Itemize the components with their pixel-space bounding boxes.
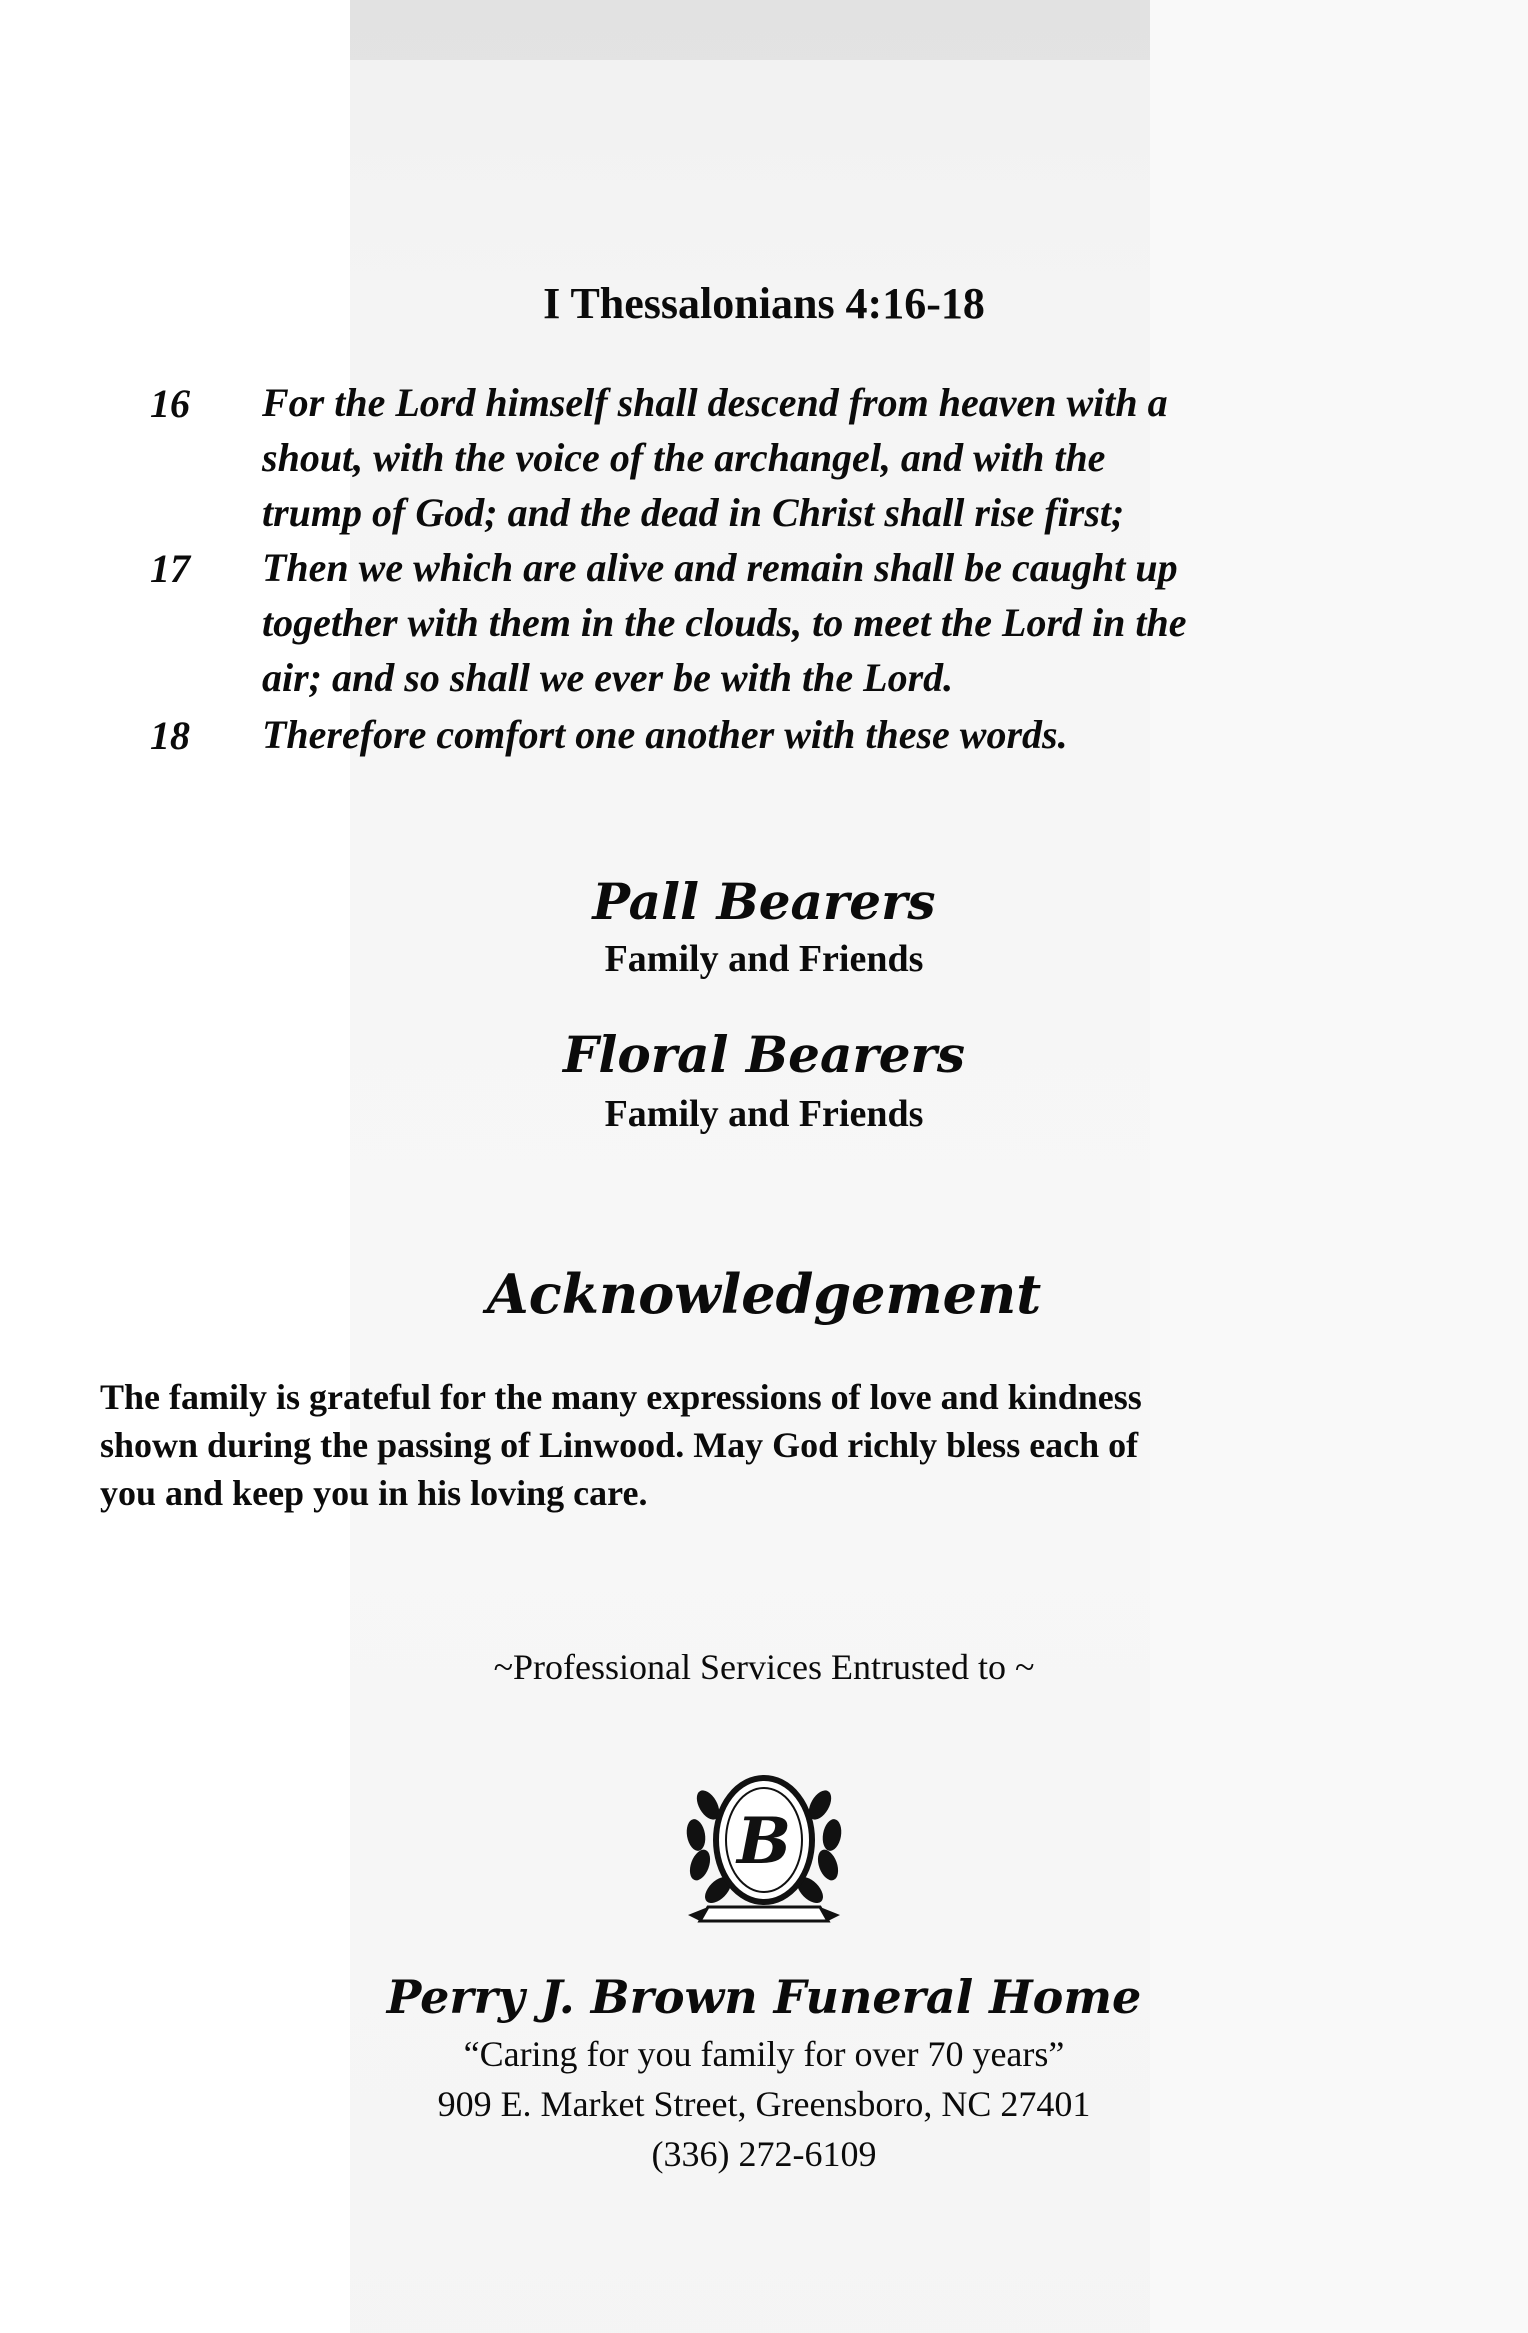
pall-bearers-heading: Pall Bearers — [592, 872, 936, 931]
pall-bearers-names: Family and Friends — [604, 938, 924, 980]
funeral-home-address: 909 E. Market Street, Greensboro, NC 27401 — [437, 2084, 1091, 2124]
verse-line: For the Lord himself shall descend from heaven with a — [262, 380, 1168, 425]
verse-line: shout, with the voice of the archangel, and with the — [262, 435, 1106, 480]
verse-line: air; and so shall we ever be with the Lord. — [262, 655, 954, 700]
funeral-home-logo — [678, 1735, 850, 1935]
scripture-title: I Thessalonians 4:16-18 — [543, 279, 985, 328]
verse-line: trump of God; and the dead in Christ shall rise first; — [262, 490, 1125, 535]
verse-line: together with them in the clouds, to meet the Lord in the — [262, 600, 1187, 645]
funeral-home-tagline: “Caring for you family for over 70 years” — [463, 2034, 1065, 2074]
floral-bearers-heading: Floral Bearers — [562, 1025, 966, 1084]
acknowledgement-heading: Acknowledgement — [486, 1262, 1042, 1326]
verse-number: 16 — [150, 381, 190, 426]
verse-line: Therefore comfort one another with these words. — [262, 712, 1068, 757]
acknowledgement-line: shown during the passing of Linwood. May God richly bless each of — [100, 1425, 1139, 1465]
verse-text — [262, 707, 1442, 762]
services-entrusted-line: ~Professional Services Entrusted to ~ — [493, 1647, 1035, 1687]
acknowledgement-line: you and keep you in his loving care. — [100, 1473, 648, 1513]
verse-line: Then we which are alive and remain shall be caught up — [262, 545, 1178, 590]
floral-bearers-names: Family and Friends — [604, 1093, 924, 1135]
acknowledgement-line: The family is grateful for the many expressions of love and kindness — [100, 1377, 1142, 1417]
verse-text — [262, 540, 1442, 705]
acknowledgement-text — [100, 1373, 1440, 1517]
verse-text — [262, 375, 1442, 540]
verse-number: 17 — [150, 546, 190, 591]
funeral-home-name: Perry J. Brown Funeral Home — [386, 1970, 1142, 2024]
logo-letter: B — [736, 1804, 792, 1879]
verse-number: 18 — [150, 713, 190, 758]
scan-shading-top — [350, 0, 1150, 60]
funeral-home-phone: (336) 272-6109 — [651, 2134, 877, 2174]
